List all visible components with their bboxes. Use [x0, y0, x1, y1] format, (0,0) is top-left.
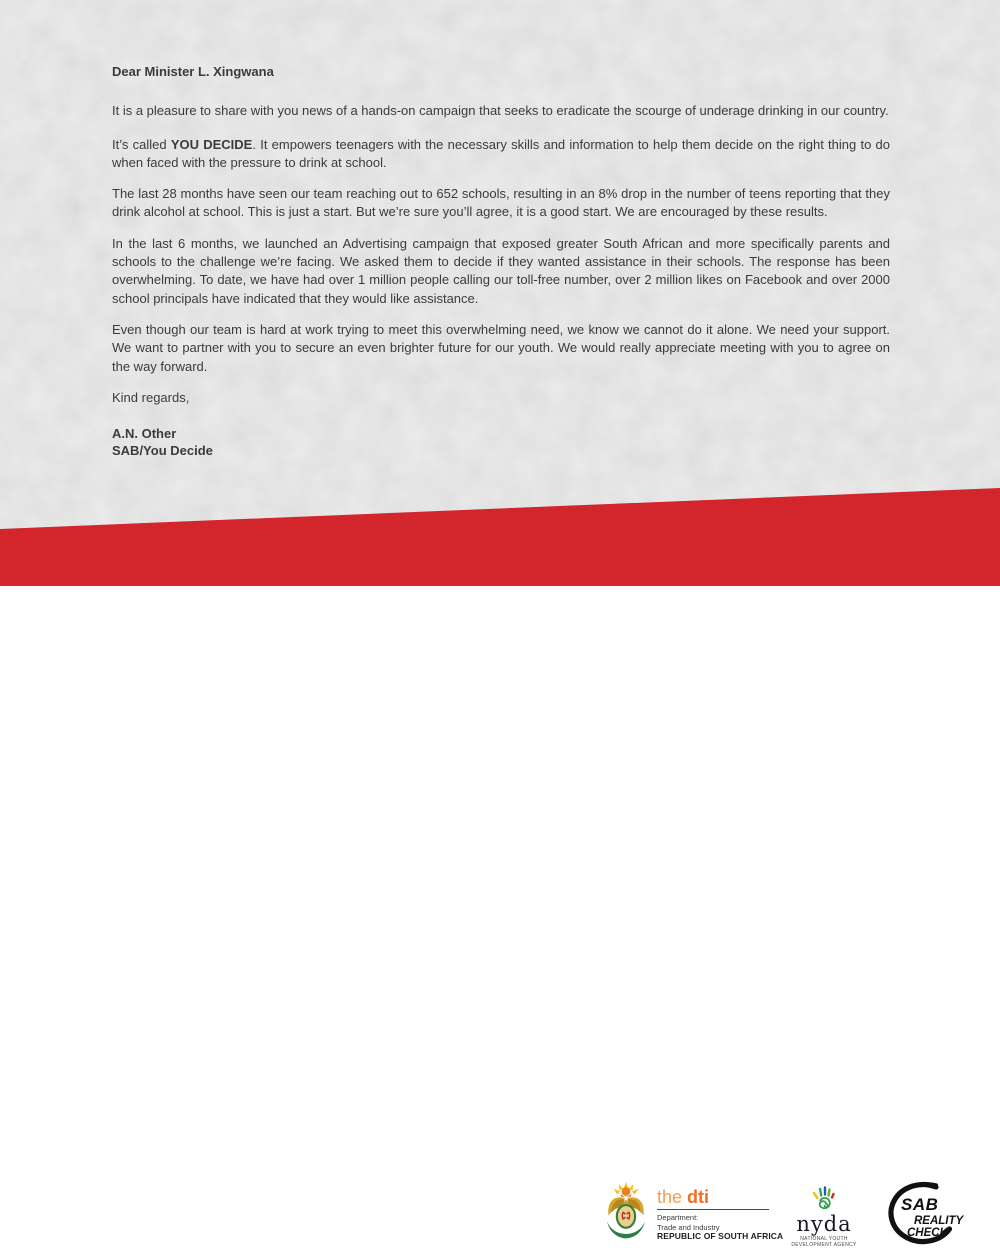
- greeting: Dear Minister L. Xingwana: [112, 64, 274, 79]
- dti-dept-line2: Trade and Industry: [657, 1222, 720, 1232]
- campaign-name: YOU DECIDE: [170, 136, 253, 152]
- paragraph-4: In the last 6 months, we launched an Advertising campaign that exposed greater South African and more specifically parents and schools to the challenge we’re facing. We asked them to decide if they wanted assistance in their schools. The response has been overwhelming. To date, we have had over 1 million people calling our toll-free number, over 2 million likes on Facebook and over 2000 school principals have indicated that they would like assistance.: [112, 235, 890, 306]
- paragraph-2-suffix: . It empowers teenagers with the necessary skills and information to help them decide on the right thing to do when faced with the pressure to drink at school.: [112, 136, 890, 170]
- dti-wordmark-dti: dti: [687, 1187, 710, 1207]
- sab-reality-text: REALITY: [914, 1215, 964, 1227]
- sab-reality-check-logo: [885, 1181, 975, 1253]
- footer-logo-strip: [0, 586, 1000, 1248]
- nyda-wordmark: nyda: [796, 1212, 852, 1236]
- paragraph-2: [112, 136, 890, 173]
- closing: Kind regards,: [112, 389, 190, 405]
- dti-dept-line3: REPUBLIC OF SOUTH AFRICA: [657, 1231, 784, 1241]
- letter-body: [112, 63, 890, 459]
- dti-wordmark-the: the: [657, 1187, 688, 1207]
- nyda-tagline: NATIONAL YOUTH DEVELOPMENT AGENCY: [791, 1236, 857, 1248]
- signature-org: SAB/You Decide: [112, 443, 213, 459]
- sab-check-text: CHECK: [907, 1227, 948, 1239]
- sa-coat-of-arms-icon: [604, 1182, 648, 1242]
- dti-wordmark: [657, 1188, 783, 1206]
- signature-block: [112, 425, 890, 459]
- dti-logo: [604, 1182, 783, 1242]
- sab-wordmark: SAB: [901, 1195, 939, 1214]
- signature-name: A.N. Other: [112, 426, 177, 442]
- paragraph-3: The last 28 months have seen our team reaching out to 652 schools, resulting in an 8% drop in the number of teens reporting that they drink alcohol at school. This is just a start. But we’re sure you’ll agree, it is a good start. We are encouraged by these results.: [112, 186, 890, 220]
- paragraph-2-prefix: It’s called: [112, 136, 171, 152]
- paragraph-5: Even though our team is hard at work trying to meet this overwhelming need, we know we cannot do it alone. We need your support. We want to partner with you to secure an even brighter future for our youth. We would really appreciate meeting with you to agree on the way forward.: [112, 321, 890, 374]
- nyda-hand-spiral-icon: [808, 1184, 840, 1214]
- paragraph-1: It is a pleasure to share with you news of a hands-on campaign that seeks to eradicate the scourge of underage drinking in our country.: [112, 103, 889, 119]
- nyda-logo: [781, 1184, 867, 1248]
- dti-divider: [657, 1209, 769, 1210]
- dti-dept-line1: Department:: [657, 1213, 699, 1222]
